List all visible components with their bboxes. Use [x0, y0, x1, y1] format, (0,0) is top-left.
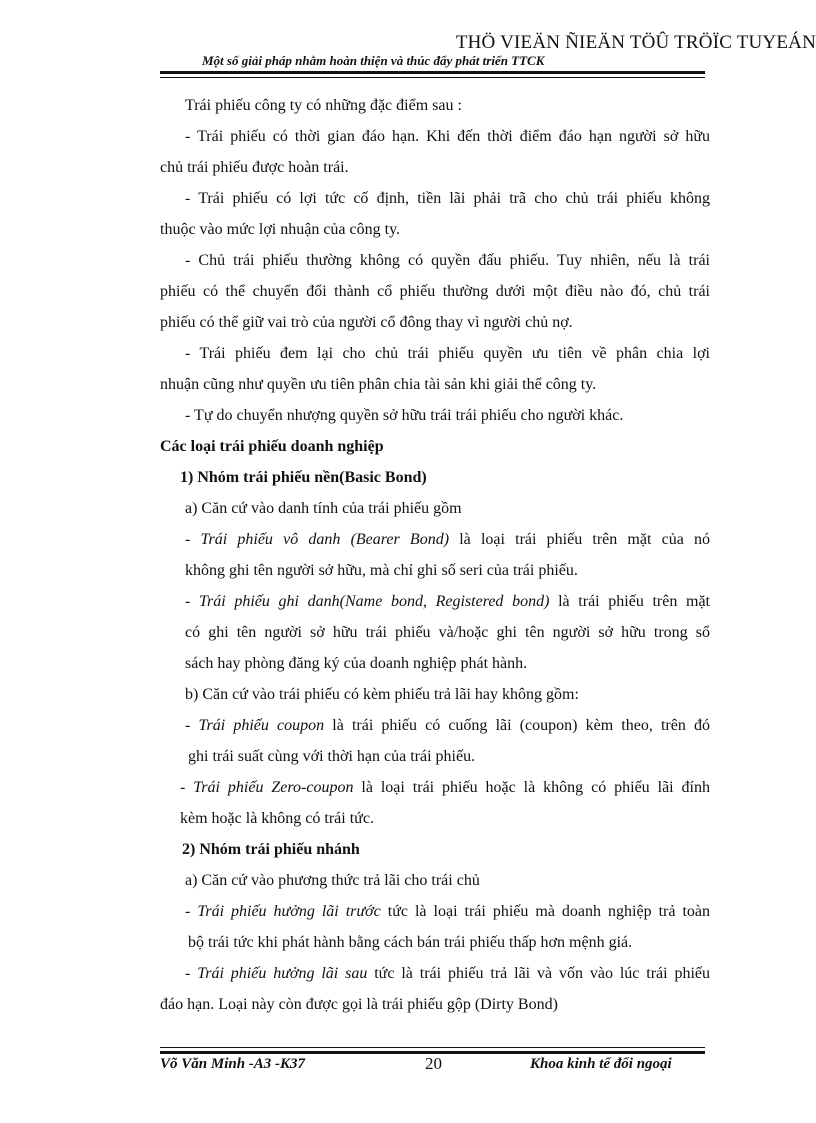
- bond-type-term: - Trái phiếu vô danh (Bearer Bond): [185, 531, 450, 548]
- paragraph-line: nhuận cũng như quyền ưu tiên phân chia tài sản khi giải thể công ty.: [160, 376, 597, 393]
- footer-department: Khoa kinh tế đối ngoại: [530, 1056, 672, 1072]
- paragraph-line: - Trái phiếu có thời gian đáo hạn. Khi đến thời điểm đáo hạn người sở hữu: [185, 128, 710, 145]
- header-rule: [160, 71, 705, 74]
- bond-type-term: - Trái phiếu ghi danh(Name bond, Registered bond): [185, 593, 550, 610]
- paragraph-line: Trái phiếu công ty có những đặc điểm sau :: [185, 97, 462, 114]
- paragraph-line: phiếu có thể chuyển đổi thành cổ phiếu thường dưới một điều nào đó, chủ trái: [160, 283, 710, 300]
- paragraph-line: a) Căn cứ vào danh tính của trái phiếu gồm: [185, 500, 462, 517]
- paragraph-line: ghi trái suất cùng với thời hạn của trái phiếu.: [188, 748, 476, 765]
- paragraph-line: [185, 902, 710, 922]
- bond-type-term: - Trái phiếu hưởng lãi trước: [185, 903, 381, 920]
- paragraph-line: - Tự do chuyển nhượng quyền sở hữu trái trái phiếu cho người khác.: [185, 407, 624, 424]
- paragraph-line: không ghi tên người sở hữu, mà chỉ ghi số seri của trái phiếu.: [185, 562, 578, 579]
- bond-type-desc: là trái phiếu có cuống lãi (coupon) kèm theo, trên đó: [324, 717, 711, 734]
- page-number: 20: [425, 1054, 442, 1073]
- paragraph-line: sách hay phòng đăng ký của doanh nghiệp phát hành.: [185, 655, 528, 672]
- bond-type-desc: tức là loại trái phiếu mà doanh nghiệp trả toàn: [380, 903, 710, 920]
- paragraph-line: [185, 592, 710, 612]
- dash: -: [180, 779, 194, 796]
- bond-type-term: Trái phiếu Zero-coupon: [193, 779, 354, 796]
- bond-type-term: Trái phiếu coupon: [198, 717, 325, 734]
- paragraph-line: đáo hạn. Loại này còn được gọi là trái phiếu gộp (Dirty Bond): [160, 996, 558, 1013]
- paragraph-line: - Trái phiếu có lợi tức cố định, tiền lãi phải trã cho chủ trái phiếu không: [185, 190, 710, 207]
- bond-type-desc: là loại trái phiếu trên mặt của nó: [449, 531, 710, 548]
- bond-type-desc: là loại trái phiếu hoặc là không có phiếu lãi đính: [353, 779, 710, 796]
- section-heading: Các loại trái phiếu doanh nghiệp: [160, 438, 384, 455]
- subsection-heading: 1) Nhóm trái phiếu nền(Basic Bond): [180, 469, 427, 486]
- paragraph-line: [185, 964, 710, 984]
- footer-author: Võ Văn Minh -A3 -K37: [160, 1056, 306, 1072]
- paragraph-line: [185, 716, 710, 736]
- bond-type-desc: là trái phiếu trên mặt: [549, 593, 711, 610]
- paragraph-line: thuộc vào mức lợi nhuận của công ty.: [160, 221, 401, 238]
- header-rule: [160, 77, 705, 78]
- paragraph-line: [180, 778, 710, 798]
- dash: -: [185, 965, 198, 982]
- paragraph-line: - Trái phiếu đem lại cho chủ trái phiếu quyền ưu tiên về phân chia lợi: [185, 345, 710, 362]
- footer-rule: [160, 1047, 705, 1048]
- paragraph-line: [185, 530, 710, 550]
- paragraph-line: - Chủ trái phiếu thường không có quyền đấu phiếu. Tuy nhiên, nếu là trái: [185, 252, 710, 269]
- watermark: THÖ VIEÄN ÑIEÄN TÖÛ TRÖÏC TUYEÁN: [455, 32, 816, 53]
- bond-type-desc: tức là trái phiếu trả lãi và vốn vào lúc trái phiếu: [367, 965, 711, 982]
- page-header-title: Một số giải pháp nhằm hoàn thiện và thúc đẩy phát triển TTCK: [202, 53, 545, 68]
- paragraph-line: b) Căn cứ vào trái phiếu có kèm phiếu trả lãi hay không gồm:: [185, 686, 579, 703]
- paragraph-line: chủ trái phiếu được hoàn trái.: [160, 159, 349, 176]
- paragraph-line: có ghi tên người sở hữu trái phiếu và/hoặc ghi tên người sở hữu trong sổ: [185, 624, 710, 641]
- paragraph-line: kèm hoặc là không có trái tức.: [180, 810, 374, 827]
- subsection-heading: 2) Nhóm trái phiếu nhánh: [182, 841, 360, 858]
- paragraph-line: a) Căn cứ vào phương thức trả lãi cho trái chủ: [185, 872, 480, 889]
- paragraph-line: phiếu có thể giữ vai trò của người cổ đông thay vì người chủ nợ.: [160, 314, 573, 331]
- bond-type-term: Trái phiếu hưởng lãi sau: [197, 965, 368, 982]
- dash: -: [185, 717, 199, 734]
- paragraph-line: bộ trái tức khi phát hành bằng cách bán trái phiếu thấp hơn mệnh giá.: [188, 934, 633, 951]
